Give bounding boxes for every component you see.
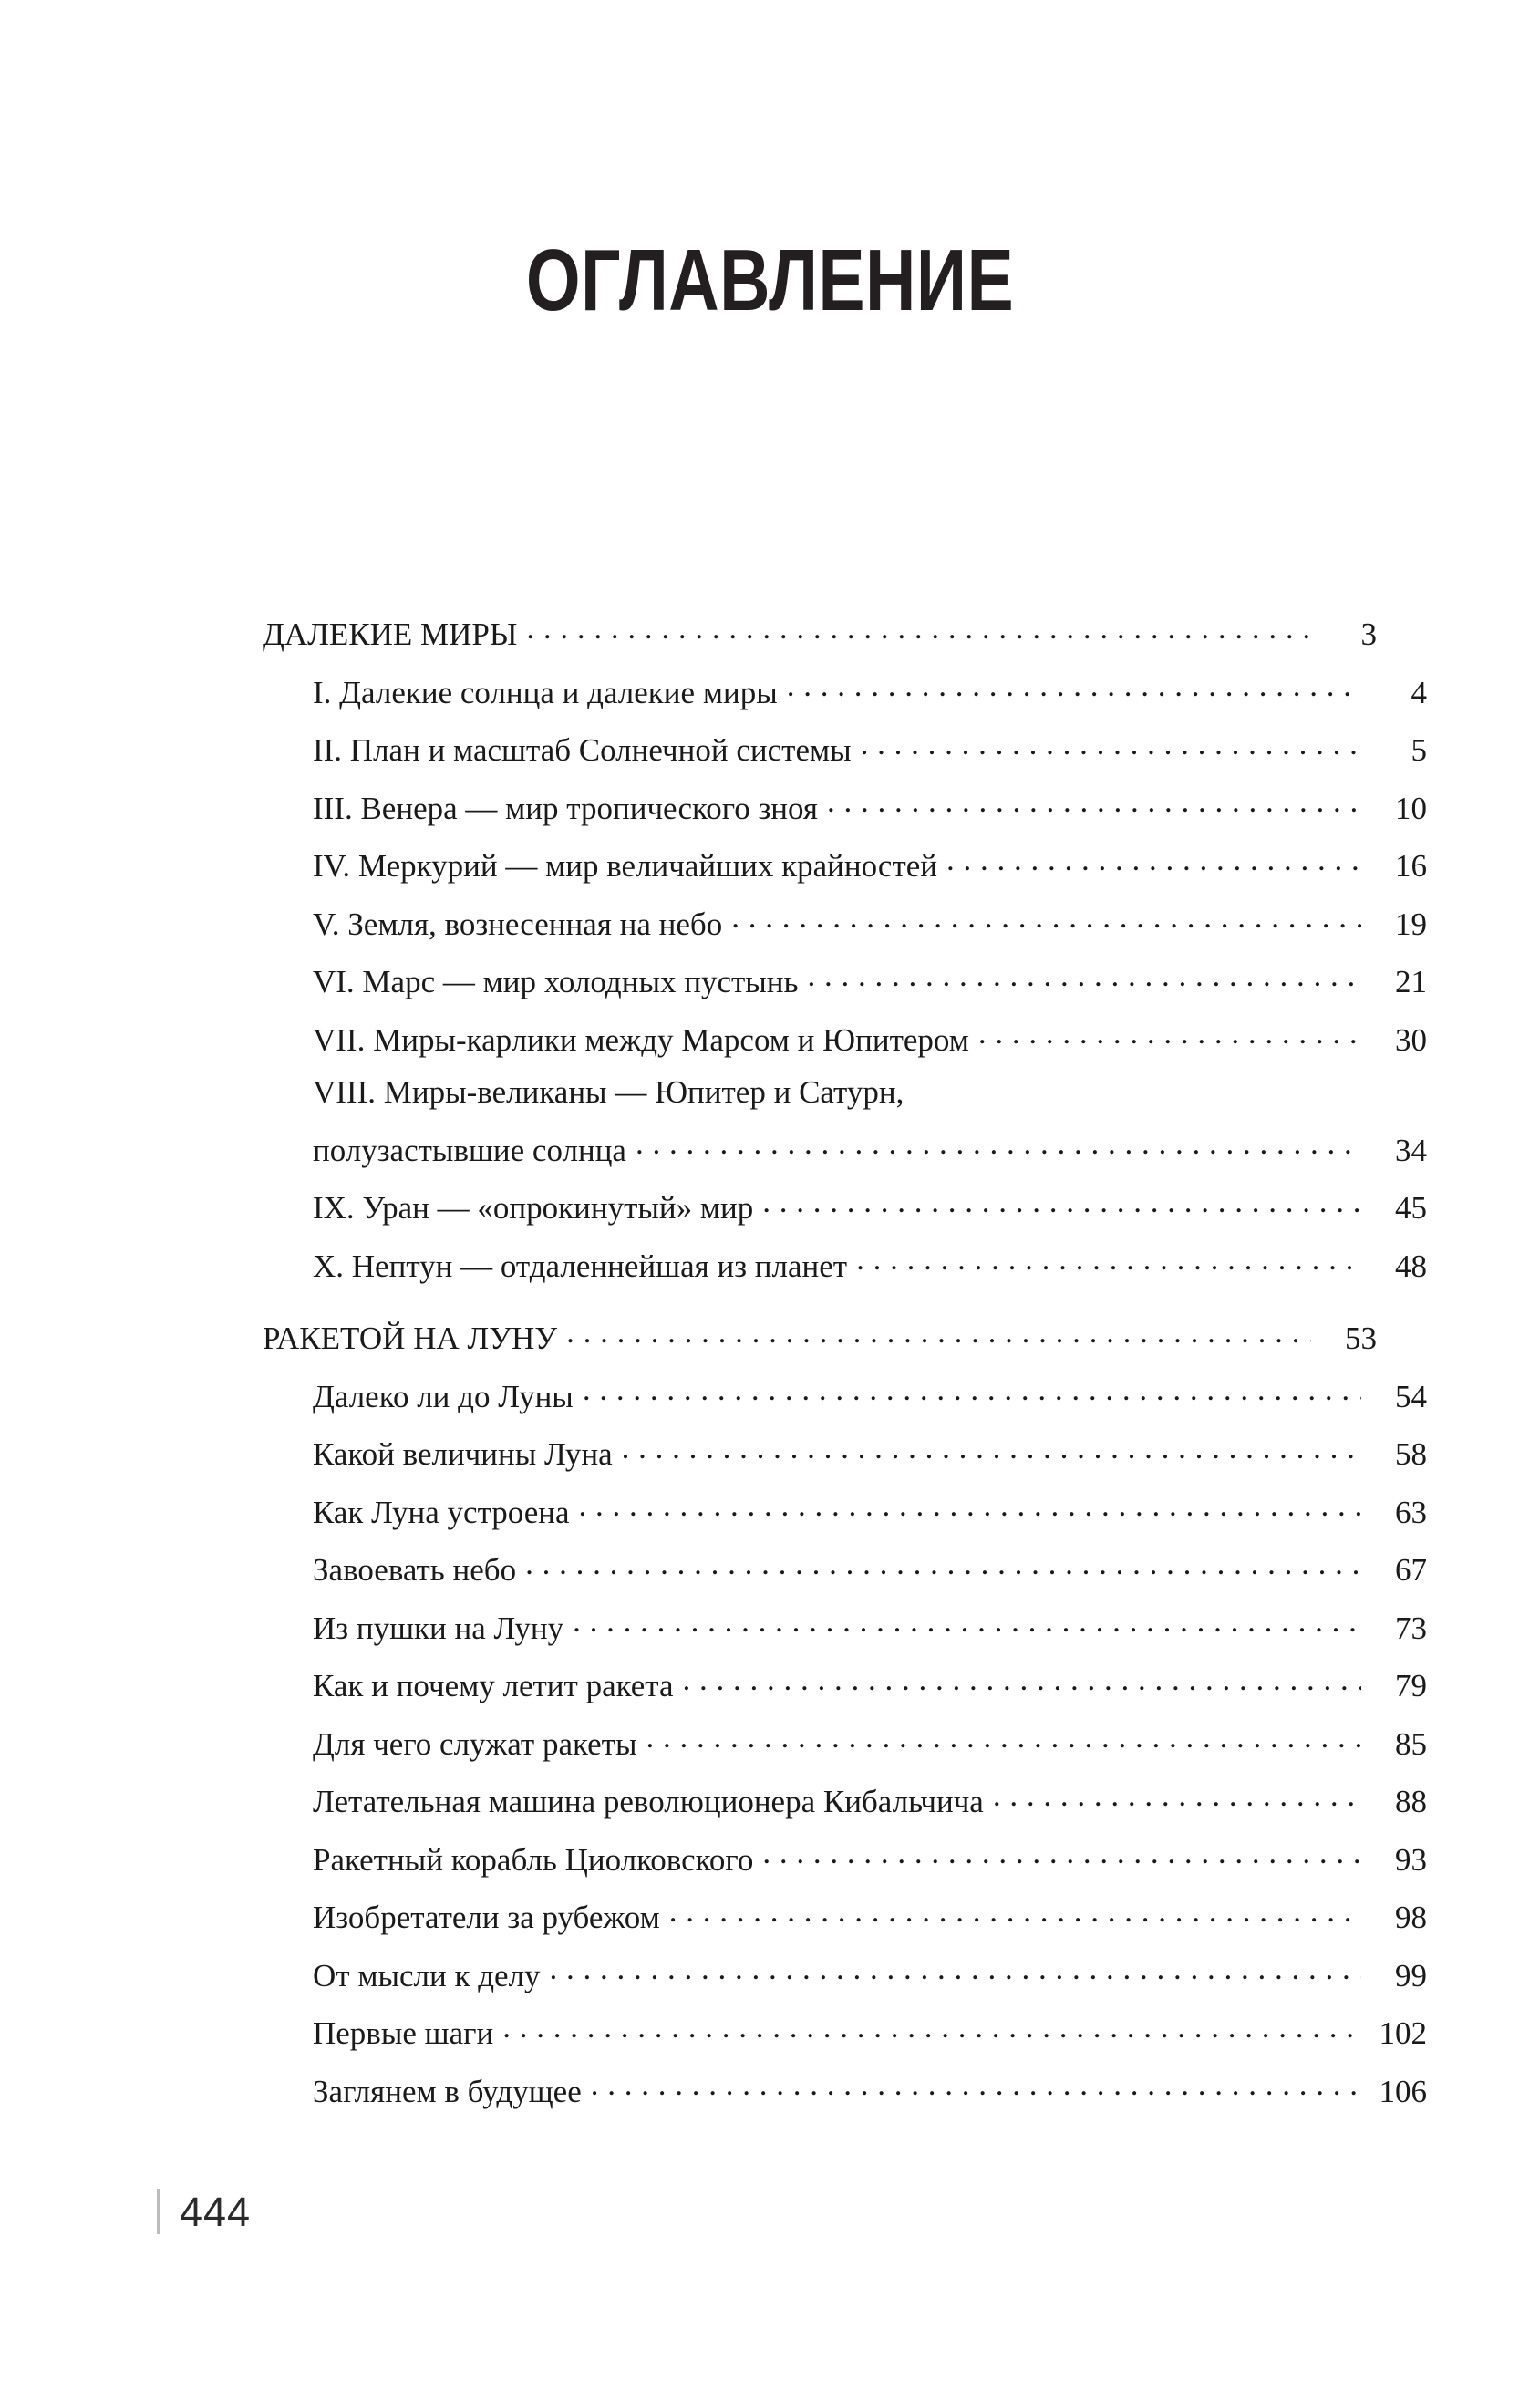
dot-leader	[550, 1954, 1361, 1986]
dot-leader	[591, 2070, 1361, 2102]
toc-entry-row[interactable]	[313, 1838, 1427, 1876]
toc-entry-row[interactable]	[313, 1076, 1427, 1108]
toc-section-label: РАКЕТОЙ НА ЛУНУ	[263, 1320, 558, 1356]
toc-entry-page: 88	[1395, 1784, 1427, 1819]
dot-leader	[525, 1548, 1361, 1580]
dot-leader	[636, 1129, 1361, 1161]
toc-entry-label: IX. Уран — «опрокинутый» мир	[313, 1190, 754, 1226]
toc-entry-label: Первые шаги	[313, 2015, 494, 2051]
toc-entry-label: Ракетный корабль Циолковского	[313, 1841, 754, 1878]
toc-entry-page: 63	[1395, 1494, 1427, 1530]
dot-leader	[856, 1245, 1361, 1277]
toc-entry-row[interactable]	[313, 1896, 1427, 1933]
toc-entry-label: Как Луна устроена	[313, 1494, 570, 1530]
toc-entry-page: 79	[1395, 1668, 1427, 1703]
toc-entry-label: V. Земля, вознесенная на небо	[313, 906, 723, 942]
toc-entry-label: III. Венера — мир тропического зноя	[313, 790, 818, 826]
toc-entry-label: Заглянем в будущее	[313, 2073, 582, 2109]
dot-leader	[827, 787, 1361, 819]
toc-entry-label: Далеко ли до Луны	[313, 1378, 574, 1414]
toc-entry-label: VI. Марс — мир холодных пустынь	[313, 964, 799, 999]
page-footer	[157, 2185, 251, 2238]
toc-entry-label: Завоевать небо	[313, 1552, 517, 1588]
toc-entry-page: 48	[1395, 1248, 1427, 1284]
toc-entry-label: IV. Меркурий — мир величайших крайностей	[313, 848, 938, 884]
dot-leader	[762, 1838, 1361, 1870]
dot-leader	[579, 1491, 1361, 1523]
toc-entry-page: 85	[1395, 1725, 1427, 1762]
footer-rule	[157, 2189, 160, 2234]
toc-entry-label: Как и почему летит ракета	[313, 1668, 674, 1703]
toc-entry-row[interactable]	[313, 1780, 1427, 1817]
toc-entry-page: 58	[1395, 1436, 1427, 1472]
dot-leader	[573, 1607, 1361, 1639]
toc-entry-row[interactable]	[313, 1129, 1427, 1166]
dot-leader	[566, 1317, 1311, 1349]
dot-leader	[669, 1896, 1361, 1928]
toc-entry-page: 34	[1395, 1132, 1427, 1168]
toc-section-page: 53	[1345, 1320, 1377, 1356]
toc-entry-page: 67	[1395, 1552, 1427, 1588]
toc-entry-row[interactable]	[313, 1491, 1427, 1528]
dot-leader	[762, 1186, 1361, 1218]
dot-leader	[993, 1780, 1361, 1812]
toc-entry-label: II. План и масштаб Солнечной системы	[313, 732, 852, 768]
toc-entry-page: 19	[1395, 906, 1427, 942]
toc-entry-page: 98	[1395, 1900, 1427, 1935]
toc-entry-row[interactable]	[313, 1375, 1427, 1413]
dot-leader	[787, 671, 1361, 703]
toc-entry-page: 73	[1395, 1610, 1427, 1646]
toc-entry-row[interactable]	[313, 1019, 1427, 1056]
toc-entry-row[interactable]	[313, 1607, 1427, 1644]
toc-entry-row[interactable]	[313, 1664, 1427, 1702]
toc-entry-page: 30	[1395, 1021, 1427, 1058]
toc-entry-row[interactable]	[313, 1548, 1427, 1586]
toc-entry-label: Изобретатели за рубежом	[313, 1900, 660, 1935]
dot-leader	[683, 1664, 1361, 1696]
toc-entry-row[interactable]	[313, 787, 1427, 824]
dot-leader	[622, 1433, 1361, 1465]
toc-section-row[interactable]	[263, 613, 1377, 650]
toc-entry-label: I. Далекие солнца и далекие миры	[313, 674, 778, 710]
toc-entry-page: 99	[1395, 1957, 1427, 1993]
toc-entry-row[interactable]	[313, 2070, 1427, 2107]
toc-entry-row[interactable]	[313, 960, 1427, 998]
toc-entry-label: X. Нептун — отдаленнейшая из планет	[313, 1248, 848, 1284]
toc-entry-page: 93	[1395, 1841, 1427, 1878]
dot-leader	[646, 1723, 1361, 1755]
toc-entry-label: VII. Миры-карлики между Марсом и Юпитером	[313, 1021, 969, 1058]
toc-entry-page: 16	[1395, 848, 1427, 884]
toc-entry-label: Летательная машина революционера Кибальчича	[313, 1784, 984, 1819]
toc-entry-row[interactable]	[313, 729, 1427, 766]
toc-entry-label: Какой величины Луна	[313, 1436, 613, 1472]
dot-leader	[502, 2012, 1361, 2044]
dot-leader	[861, 729, 1361, 761]
section-spacer	[263, 1302, 1377, 1317]
toc-section-page: 3	[1360, 616, 1377, 652]
toc-section-label: ДАЛЕКИЕ МИРЫ	[263, 616, 518, 652]
table-of-contents	[263, 613, 1427, 2128]
dot-leader	[583, 1375, 1361, 1407]
toc-entry-row[interactable]	[313, 1723, 1427, 1760]
toc-entry-page: 106	[1379, 2073, 1427, 2109]
toc-entry-row[interactable]	[313, 1433, 1427, 1470]
dot-leader	[731, 903, 1361, 935]
toc-entry-label-continued: полузастывшие солнца	[313, 1132, 626, 1168]
toc-entry-page: 21	[1395, 964, 1427, 999]
dot-leader	[808, 960, 1362, 992]
toc-entry-label: Для чего служат ракеты	[313, 1725, 637, 1762]
toc-entry-page: 54	[1395, 1378, 1427, 1414]
toc-entry-label: Из пушки на Луну	[313, 1610, 564, 1646]
toc-entry-row[interactable]	[313, 903, 1427, 940]
dot-leader	[526, 613, 1311, 645]
toc-entry-row[interactable]	[313, 844, 1427, 882]
toc-entry-row[interactable]	[313, 2012, 1427, 2049]
toc-entry-row[interactable]	[313, 1186, 1427, 1224]
toc-entry-row[interactable]	[313, 1954, 1427, 1992]
toc-section-row[interactable]	[263, 1317, 1377, 1354]
dot-leader	[946, 844, 1361, 876]
toc-entry-label: От мысли к делу	[313, 1957, 541, 1993]
toc-entry-page: 5	[1411, 732, 1427, 768]
toc-entry-page: 4	[1411, 674, 1427, 710]
dot-leader	[978, 1019, 1361, 1051]
toc-entry-row[interactable]	[313, 1245, 1427, 1282]
footer-page-number: 444	[180, 2188, 252, 2235]
toc-entry-page: 45	[1395, 1190, 1427, 1226]
toc-entry-label: VIII. Миры-великаны — Юпитер и Сатурн,	[313, 1074, 904, 1110]
toc-entry-page: 102	[1379, 2015, 1427, 2051]
toc-entry-row[interactable]	[313, 671, 1427, 709]
page-title: ОГЛАВЛЕНИЕ	[525, 232, 1015, 330]
toc-entry-page: 10	[1395, 790, 1427, 826]
